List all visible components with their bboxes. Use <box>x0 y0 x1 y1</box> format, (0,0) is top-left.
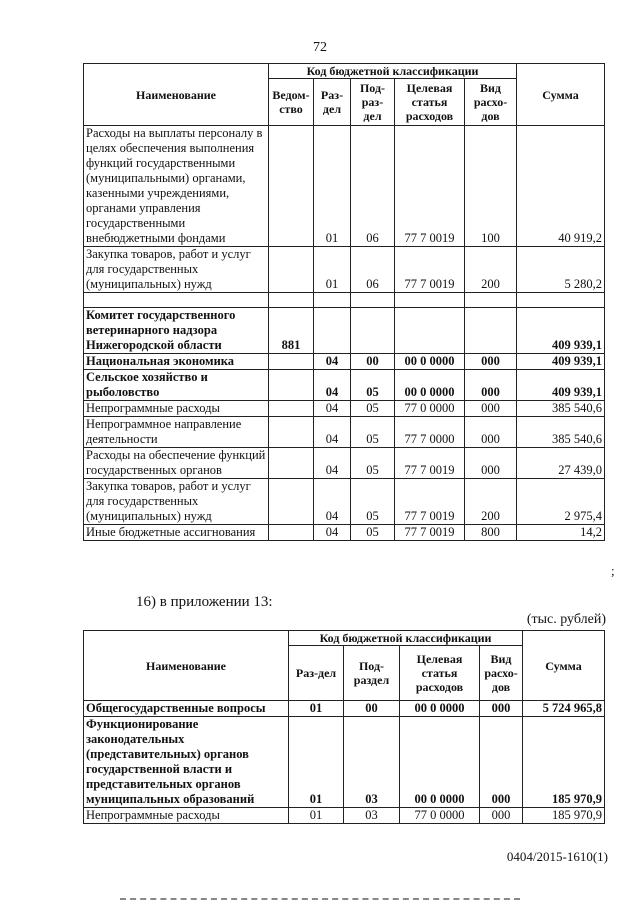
table-row <box>84 717 605 808</box>
cell-expense-type: 800 <box>465 525 517 541</box>
cell-expense-type: 000 <box>465 448 517 479</box>
cell-name: Расходы на выплаты персоналу в целях обеспечения выполнения функций государственными (муниципальными) органами, казенными учреждениями, органами управления государственными внебюджетными фондами <box>84 126 269 247</box>
cell-target-item: 77 7 0019 <box>395 525 465 541</box>
cell-section: 04 <box>314 401 351 417</box>
cell-target-item <box>395 308 465 354</box>
cell-target-item: 77 7 0019 <box>395 126 465 247</box>
cell-target-item: 77 7 0019 <box>395 479 465 525</box>
cell-subsection: 00 <box>351 354 395 370</box>
cell-target-item: 77 7 0019 <box>395 247 465 293</box>
cell-department <box>269 247 314 293</box>
cell-sum <box>517 293 605 308</box>
table-row <box>84 701 605 717</box>
header-expense-type: Вид расхо-дов <box>480 646 523 701</box>
cell-target-item: 77 7 0000 <box>395 417 465 448</box>
cell-section: 01 <box>314 247 351 293</box>
cell-sum: 5 724 965,8 <box>523 701 605 717</box>
cell-section <box>314 293 351 308</box>
footer-rule <box>120 898 520 903</box>
header-section: Раз-дел <box>314 79 351 126</box>
cell-name: Иные бюджетные ассигнования <box>84 525 269 541</box>
cell-target-item: 77 0 0000 <box>395 401 465 417</box>
cell-section: 01 <box>314 126 351 247</box>
header-name: Наименование <box>84 631 289 701</box>
cell-department <box>269 525 314 541</box>
cell-target-item <box>395 293 465 308</box>
table-row <box>84 354 605 370</box>
table-row <box>84 808 605 824</box>
cell-subsection: 06 <box>351 126 395 247</box>
cell-sum: 27 439,0 <box>517 448 605 479</box>
cell-section: 01 <box>289 808 344 824</box>
cell-department: 881 <box>269 308 314 354</box>
cell-target-item: 77 0 0000 <box>400 808 480 824</box>
cell-name: Непрограммное направление деятельности <box>84 417 269 448</box>
cell-section: 04 <box>314 354 351 370</box>
cell-sum: 185 970,9 <box>523 717 605 808</box>
cell-sum: 409 939,1 <box>517 370 605 401</box>
cell-name: Закупка товаров, работ и услуг для государственных (муниципальных) нужд <box>84 247 269 293</box>
cell-section: 04 <box>314 479 351 525</box>
header-name: Наименование <box>84 64 269 126</box>
document-id: 0404/2015-1610(1) <box>506 849 608 864</box>
cell-name: Закупка товаров, работ и услуг для государственных (муниципальных) нужд <box>84 479 269 525</box>
cell-sum: 409 939,1 <box>517 308 605 354</box>
cell-section: 04 <box>314 448 351 479</box>
table-row <box>84 479 605 525</box>
cell-subsection: 03 <box>344 717 400 808</box>
budget-table-sections <box>83 630 605 824</box>
header-department: Ведом-ство <box>269 79 314 126</box>
page-number: 72 <box>313 40 327 55</box>
header-sum: Сумма <box>523 631 605 701</box>
cell-sum: 5 280,2 <box>517 247 605 293</box>
budget-table-departmental <box>83 63 605 541</box>
cell-subsection: 05 <box>351 479 395 525</box>
table-row <box>84 417 605 448</box>
header-section: Раз-дел <box>289 646 344 701</box>
table-row <box>84 247 605 293</box>
cell-expense-type: 000 <box>465 354 517 370</box>
cell-expense-type: 000 <box>465 401 517 417</box>
cell-target-item: 00 0 0000 <box>395 354 465 370</box>
cell-expense-type: 000 <box>480 701 523 717</box>
cell-name: Национальная экономика <box>84 354 269 370</box>
cell-target-item: 77 7 0019 <box>395 448 465 479</box>
cell-name <box>84 293 269 308</box>
units-label: (тыс. рублей) <box>526 612 606 627</box>
header-expense-type: Вид расхо-дов <box>465 79 517 126</box>
cell-sum: 14,2 <box>517 525 605 541</box>
cell-department <box>269 293 314 308</box>
cell-department <box>269 417 314 448</box>
cell-name: Расходы на обеспечение функций государственных органов <box>84 448 269 479</box>
header-code-group: Код бюджетной классификации <box>289 631 523 646</box>
cell-target-item: 00 0 0000 <box>400 717 480 808</box>
cell-expense-type: 000 <box>465 370 517 401</box>
cell-section: 04 <box>314 525 351 541</box>
cell-section: 04 <box>314 370 351 401</box>
cell-name: Непрограммные расходы <box>84 808 289 824</box>
cell-expense-type: 200 <box>465 479 517 525</box>
cell-department <box>269 126 314 247</box>
cell-target-item: 00 0 0000 <box>395 370 465 401</box>
table-row <box>84 448 605 479</box>
cell-name: Общегосударственные вопросы <box>84 701 289 717</box>
cell-subsection: 00 <box>344 701 400 717</box>
table-row <box>84 126 605 247</box>
cell-sum: 2 975,4 <box>517 479 605 525</box>
cell-subsection <box>351 293 395 308</box>
cell-section <box>314 308 351 354</box>
cell-sum: 385 540,6 <box>517 417 605 448</box>
table-row <box>84 293 605 308</box>
header-code-group: Код бюджетной классификации <box>269 64 517 79</box>
header-sum: Сумма <box>517 64 605 126</box>
cell-subsection: 03 <box>344 808 400 824</box>
cell-subsection: 05 <box>351 370 395 401</box>
cell-subsection: 06 <box>351 247 395 293</box>
cell-expense-type: 000 <box>480 808 523 824</box>
cell-expense-type: 100 <box>465 126 517 247</box>
cell-department <box>269 448 314 479</box>
cell-name: Непрограммные расходы <box>84 401 269 417</box>
cell-section: 01 <box>289 701 344 717</box>
cell-section: 01 <box>289 717 344 808</box>
cell-sum: 385 540,6 <box>517 401 605 417</box>
cell-sum: 40 919,2 <box>517 126 605 247</box>
cell-subsection: 05 <box>351 401 395 417</box>
cell-sum: 185 970,9 <box>523 808 605 824</box>
cell-subsection <box>351 308 395 354</box>
cell-department <box>269 401 314 417</box>
table-row <box>84 308 605 354</box>
cell-name: Сельское хозяйство и рыболовство <box>84 370 269 401</box>
cell-subsection: 05 <box>351 448 395 479</box>
cell-expense-type: 000 <box>465 417 517 448</box>
cell-expense-type <box>465 308 517 354</box>
cell-expense-type <box>465 293 517 308</box>
table-row <box>84 370 605 401</box>
trailing-semicolon: ; <box>611 563 615 578</box>
cell-department <box>269 479 314 525</box>
cell-subsection: 05 <box>351 417 395 448</box>
cell-section: 04 <box>314 417 351 448</box>
appendix-heading: 16) в приложении 13: <box>136 594 273 610</box>
cell-expense-type: 200 <box>465 247 517 293</box>
cell-sum: 409 939,1 <box>517 354 605 370</box>
cell-target-item: 00 0 0000 <box>400 701 480 717</box>
header-subsection: Под-раздел <box>344 646 400 701</box>
header-subsection: Под-раз-дел <box>351 79 395 126</box>
cell-name: Комитет государственного ветеринарного надзора Нижегородской области <box>84 308 269 354</box>
table-row <box>84 401 605 417</box>
header-target-item: Целевая статья расходов <box>395 79 465 126</box>
cell-name: Функционирование законодательных (представительных) органов государственной власти и представительных органов муниципальных образований <box>84 717 289 808</box>
header-target-item: Целевая статья расходов <box>400 646 480 701</box>
table-row <box>84 525 605 541</box>
cell-subsection: 05 <box>351 525 395 541</box>
cell-department <box>269 354 314 370</box>
cell-department <box>269 370 314 401</box>
cell-expense-type: 000 <box>480 717 523 808</box>
